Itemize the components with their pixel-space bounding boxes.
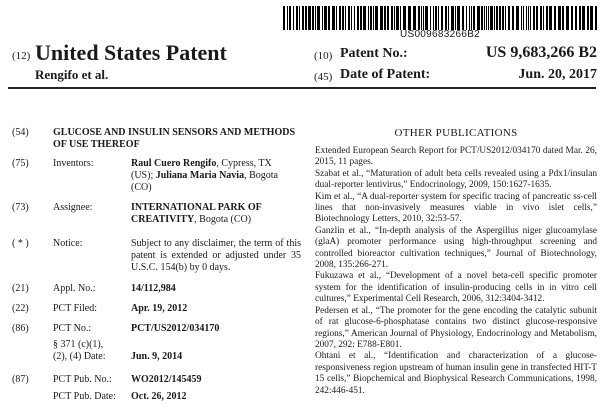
assignee-label: Assignee: <box>53 202 93 213</box>
barcode-bar <box>317 6 320 30</box>
barcode-bar <box>380 6 383 30</box>
pct-pub-no-value: WO2012/145459 <box>131 374 202 385</box>
code-10: (10) <box>314 50 333 62</box>
assignee-location: , Bogota (CO) <box>194 214 252 225</box>
barcode-bar <box>400 6 401 30</box>
barcode <box>283 6 597 30</box>
appl-no-label: Appl. No.: <box>53 283 96 294</box>
pct-filed-label: PCT Filed: <box>53 303 97 314</box>
inventor-2-location: , Bogota <box>244 170 278 181</box>
references-list <box>315 146 597 408</box>
barcode-bar <box>595 6 597 30</box>
barcode-bar <box>430 6 431 30</box>
barcode-bar <box>370 6 372 30</box>
barcode-bar <box>322 6 323 30</box>
barcode-bar <box>516 6 519 30</box>
barcode-bar <box>473 6 475 30</box>
barcode-bar <box>471 6 472 30</box>
reference-item: Kim et al., “A dual-reporter system for specific tracing of pancreatic ss-cell lines that non-invasively measures viable in vivo islet cells,” Biotechnology Letters, 2010, 32:53-57. <box>315 191 597 225</box>
barcode-bar <box>423 6 424 30</box>
barcode-bar <box>536 6 538 30</box>
barcode-bar <box>481 6 483 30</box>
barcode-number: US009683266B2 <box>399 29 481 40</box>
pct-pub-date-value: Oct. 26, 2012 <box>131 391 187 402</box>
reference-item: Fukuzawa et al., “Development of a novel beta-cell specific promoter system for the identification of insulin-producing cells in in vitro cell cultures,” Experimental Cell Research, 2006, 312:3404-3412. <box>315 271 597 305</box>
notice-text: Subject to any disclaimer, the term of this patent is extended or adjusted under 35 U.S.C. 154(b) by 0 days. <box>131 238 301 273</box>
barcode-bar <box>582 6 585 30</box>
barcode-bar <box>345 6 346 30</box>
date-of-patent: Jun. 20, 2017 <box>518 67 597 82</box>
barcode-bar <box>549 6 552 30</box>
barcode-bar <box>558 6 561 30</box>
barcode-bar <box>523 6 524 30</box>
pct-pub-date-label: PCT Pub. Date: <box>53 391 116 402</box>
section-371-label: § 371 (c)(1), <box>53 339 104 350</box>
barcode-bar <box>315 6 316 30</box>
date-label: Date of Patent: <box>340 67 431 82</box>
barcode-bar <box>287 6 288 30</box>
barcode-bar <box>533 6 535 30</box>
barcode-bar <box>530 6 531 30</box>
inventor-short: Rengifo et al. <box>35 67 109 82</box>
barcode-bar <box>488 6 489 30</box>
inventor-1-location: , Cypress, TX <box>216 158 272 169</box>
barcode-bar <box>305 6 307 30</box>
barcode-bar <box>351 6 352 30</box>
inventor-2-country: (CO) <box>131 182 152 193</box>
barcode-bar <box>384 6 386 30</box>
barcode-bar <box>373 6 374 30</box>
barcode-bar <box>543 6 544 30</box>
barcode-bar <box>387 6 389 30</box>
barcode-bar <box>293 6 294 30</box>
barcode-bar <box>354 6 355 30</box>
barcode-bar <box>441 6 443 30</box>
barcode-bar <box>448 6 449 30</box>
barcode-bar <box>391 6 393 30</box>
barcode-bar <box>566 6 569 30</box>
barcode-bar <box>342 6 344 30</box>
reference-item: Ganzlin et al., “In-depth analysis of the Aspergillus niger glucoamylase (glaA) promoter performance using high-throughput screening and controlled bioreactor cultivation techniques,” Journal of Biotechnology, 2008, 135:266-271. <box>315 225 597 271</box>
barcode-bar <box>587 6 589 30</box>
code-87: (87) <box>12 374 29 385</box>
barcode-bar <box>299 6 300 30</box>
barcode-bar <box>296 6 298 30</box>
date-371-label: (2), (4) Date: <box>53 351 106 362</box>
code-12: (12) <box>12 50 31 62</box>
barcode-bar <box>562 6 564 30</box>
reference-item: Extended European Search Report for PCT/US2012/034170 dated Mar. 26, 2015, 11 pages. <box>315 146 597 168</box>
barcode-bar <box>484 6 485 30</box>
barcode-bar <box>494 6 495 30</box>
assignee-value <box>131 202 301 226</box>
barcode-bar <box>336 6 337 30</box>
code-54: (54) <box>12 127 29 138</box>
barcode-bar <box>528 6 529 30</box>
barcode-bar <box>438 6 439 30</box>
barcode-bar <box>575 6 577 30</box>
barcode-bar <box>363 6 366 30</box>
barcode-bar <box>466 6 467 30</box>
barcode-bar <box>477 6 480 30</box>
barcode-bar <box>332 6 335 30</box>
barcode-bar <box>435 6 437 30</box>
barcode-bar <box>357 6 359 30</box>
barcode-bar <box>496 6 498 30</box>
barcode-bar <box>521 6 522 30</box>
barcode-bar <box>396 6 399 30</box>
barcode-bar <box>502 6 504 30</box>
code-notice: ( * ) <box>12 238 29 249</box>
barcode-bar <box>455 6 456 30</box>
barcode-bar <box>505 6 506 30</box>
reference-item: Pedersen et al., “The promoter for the gene encoding the catalytic subunit of rat glucose-6-phosphatase contains two distinct glucose-responsive regions,” American Journal of Physiology, Endocrinology and Metabolism, 2007, 292: E788-E801. <box>315 305 597 350</box>
patent-title: GLUCOSE AND INSULIN SENSORS AND METHODS OF USE THEREOF <box>53 127 296 150</box>
code-21: (21) <box>12 283 29 294</box>
barcode-bar <box>571 6 573 30</box>
barcode-bar <box>445 6 447 30</box>
barcode-bar <box>339 6 341 30</box>
barcode-bar <box>308 6 311 30</box>
barcode-bar <box>324 6 327 30</box>
reference-item: Ohtani et al., “Identification and characterization of a glucose-responsiveness region upstream of human insulin gene in transfected HIT-T 15 cells,” Biopchemical and Biophysical Research Communications, 1998, 242:446-451. <box>315 351 597 396</box>
barcode-bar <box>508 6 510 30</box>
barcode-bar <box>283 6 285 30</box>
pct-no-value: PCT/US2012/034170 <box>131 323 220 334</box>
inventors-label: Inventors: <box>53 158 94 169</box>
barcode-bar <box>462 6 464 30</box>
other-publications-title: OTHER PUBLICATIONS <box>394 127 518 139</box>
barcode-bar <box>526 6 527 30</box>
barcode-bar <box>418 6 420 30</box>
barcode-bar <box>368 6 369 30</box>
barcode-bar <box>408 6 411 30</box>
code-86: (86) <box>12 323 29 334</box>
barcode-bar <box>413 6 416 30</box>
barcode-bar <box>348 6 350 30</box>
code-73: (73) <box>12 202 29 213</box>
barcode-bar <box>554 6 556 30</box>
code-22: (22) <box>12 303 29 314</box>
reference-item: Szabat et al., “Maturation of adult beta cells revealed using a Pdx1/insulan dual-reporter lentivirus,” Endocrinology, 2009, 150:1627-1635. <box>315 168 597 191</box>
barcode-bar <box>457 6 460 30</box>
header-rule <box>8 87 596 89</box>
barcode-bar <box>289 6 291 30</box>
barcode-bar <box>490 6 493 30</box>
barcode-bar <box>486 6 487 30</box>
inventors-value <box>131 158 301 194</box>
pct-filed-value: Apr. 19, 2012 <box>131 303 188 314</box>
barcode-bar <box>302 6 304 30</box>
code-45: (45) <box>314 71 333 83</box>
assignee-name: INTERNATIONAL PARK OF CREATIVITY <box>131 202 262 225</box>
inventor-1-country: (US); <box>131 170 156 181</box>
barcode-bar <box>394 6 395 30</box>
inventor-2: Juliana Maria Navia <box>155 170 245 181</box>
barcode-bar <box>451 6 454 30</box>
pct-no-label: PCT No.: <box>53 323 92 334</box>
barcode-bar <box>469 6 470 30</box>
inventor-1: Raul Cuero Rengifo <box>131 158 217 169</box>
date-371-value: Jun. 9, 2014 <box>131 351 183 362</box>
code-75: (75) <box>12 158 29 169</box>
pct-pub-no-label: PCT Pub. No.: <box>53 374 112 385</box>
barcode-bar <box>312 6 314 30</box>
notice-label: Notice: <box>53 238 83 249</box>
appl-no-value: 14/112,984 <box>131 283 176 294</box>
barcode-bar <box>328 6 330 30</box>
barcode-bar <box>403 6 406 30</box>
barcode-bar <box>546 6 548 30</box>
patent-no-label: Patent No.: <box>340 46 408 61</box>
doc-type-title: United States Patent <box>35 40 227 65</box>
barcode-bar <box>360 6 362 30</box>
patent-number: US 9,683,266 B2 <box>485 44 597 61</box>
barcode-bar <box>433 6 434 30</box>
barcode-bar <box>579 6 581 30</box>
barcode-bar <box>499 6 501 30</box>
barcode-bar <box>512 6 514 30</box>
barcode-bar <box>375 6 378 30</box>
barcode-bar <box>425 6 428 30</box>
barcode-bar <box>590 6 593 30</box>
barcode-bar <box>421 6 422 30</box>
barcode-bar <box>540 6 542 30</box>
